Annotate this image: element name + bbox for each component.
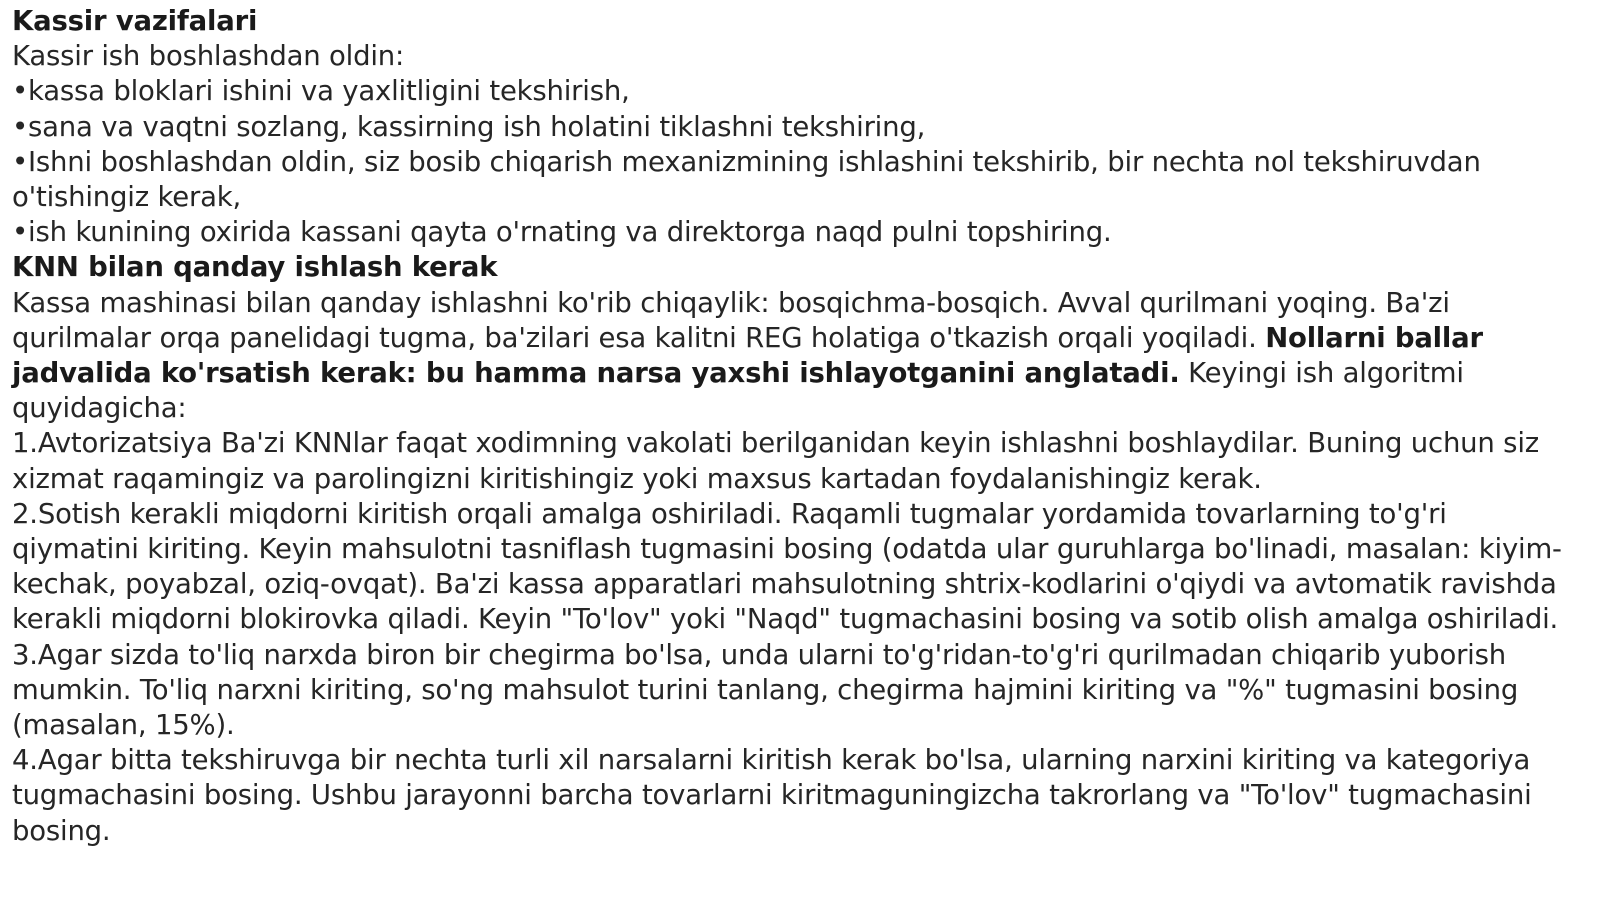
bullet-item: •sana va vaqtni sozlang, kassirning ish holatini tiklashni tekshiring,: [12, 110, 926, 143]
bullet-item: •Ishni boshlashdan oldin, siz bosib chiqarish mexanizmining ishlashini tekshirib, bir nechta nol tekshiruvdan o'tishingiz kerak,: [12, 145, 1481, 214]
step-item: 1.Avtorizatsiya Ba'zi KNNlar faqat xodimning vakolati berilganidan keyin ishlashni boshlaydilar. Buning uchun siz xizmat raqamingiz va parolingizni kiritishingiz yoki maxsus kartadan foydalanishingiz kerak.: [12, 427, 1539, 495]
step-item: 3.Agar sizda to'liq narxda biron bir chegirma bo'lsa, unda ularni to'g'ridan-to'g'ri qurilmadan chiqarib yuborish mumkin. To'liq narxni kiriting, so'ng mahsulot turini tanlang, chegirma hajmini kiriting va "%" tugmasini bosing (masalan, 15%).: [12, 638, 1519, 742]
step-item: 2.Sotish kerakli miqdorni kiritish orqali amalga oshiriladi. Raqamli tugmalar yordamida tovarlarning to'g'ri qiymatini kiriting. Keyin mahsulotni tasniflash tugmasini bosing (odatda ular guruhlarga bo'linadi, masalan: kiyim-kechak, poyabzal, oziq-ovqat). Ba'zi kassa apparatlari mahsulotning shtrix-kodlarini o'qiydi va avtomatik ravishda kerakli miqdorni blokirovka qiladi. Keyin "To'lov" yoki "Naqd" tugmachasini bosing va sotib olish amalga oshiriladi.: [12, 497, 1562, 636]
paragraph-text: Kassa mashinasi bilan qanday ishlashni ko'rib chiqaylik: bosqichma-bosqich. Avval qurilmani yoqing. Ba'zi qurilmalar orqa panelidagi tugma, ba'zilari esa kalitni REG holatiga o'tkazish orqali yoqiladi.: [12, 286, 1450, 354]
step-item: 4.Agar bitta tekshiruvga bir nechta turli xil narsalarni kiritish kerak bo'lsa, ularning narxini kiriting va kategoriya tugmachasini bosing. Ushbu jarayonni barcha tovarlarni kiritmaguningizcha takrorlang va "To'lov" tugmachasini bosing.: [12, 744, 1532, 847]
article-body: [12, 4, 1572, 849]
section-heading-cashier-duties: Kassir vazifalari: [12, 5, 258, 37]
intro-text: Kassir ish boshlashdan oldin:: [12, 40, 405, 73]
paragraph-text: Keyingi ish algoritmi quyidagicha:: [12, 357, 1464, 425]
paragraph-bold-text: Nollarni ballar jadvalida ko'rsatish kerak: bu hamma narsa yaxshi ishlayotganini anglatadi.: [12, 321, 1483, 390]
paragraph: [12, 286, 1572, 427]
bullet-item: •ish kunining oxirida kassani qayta o'rnating va direktorga naqd pulni topshiring.: [12, 216, 1112, 249]
bullet-item: •kassa bloklari ishini va yaxlitligini tekshirish,: [12, 75, 630, 108]
section-heading-how-to-work: KNN bilan qanday ishlash kerak: [12, 251, 498, 284]
